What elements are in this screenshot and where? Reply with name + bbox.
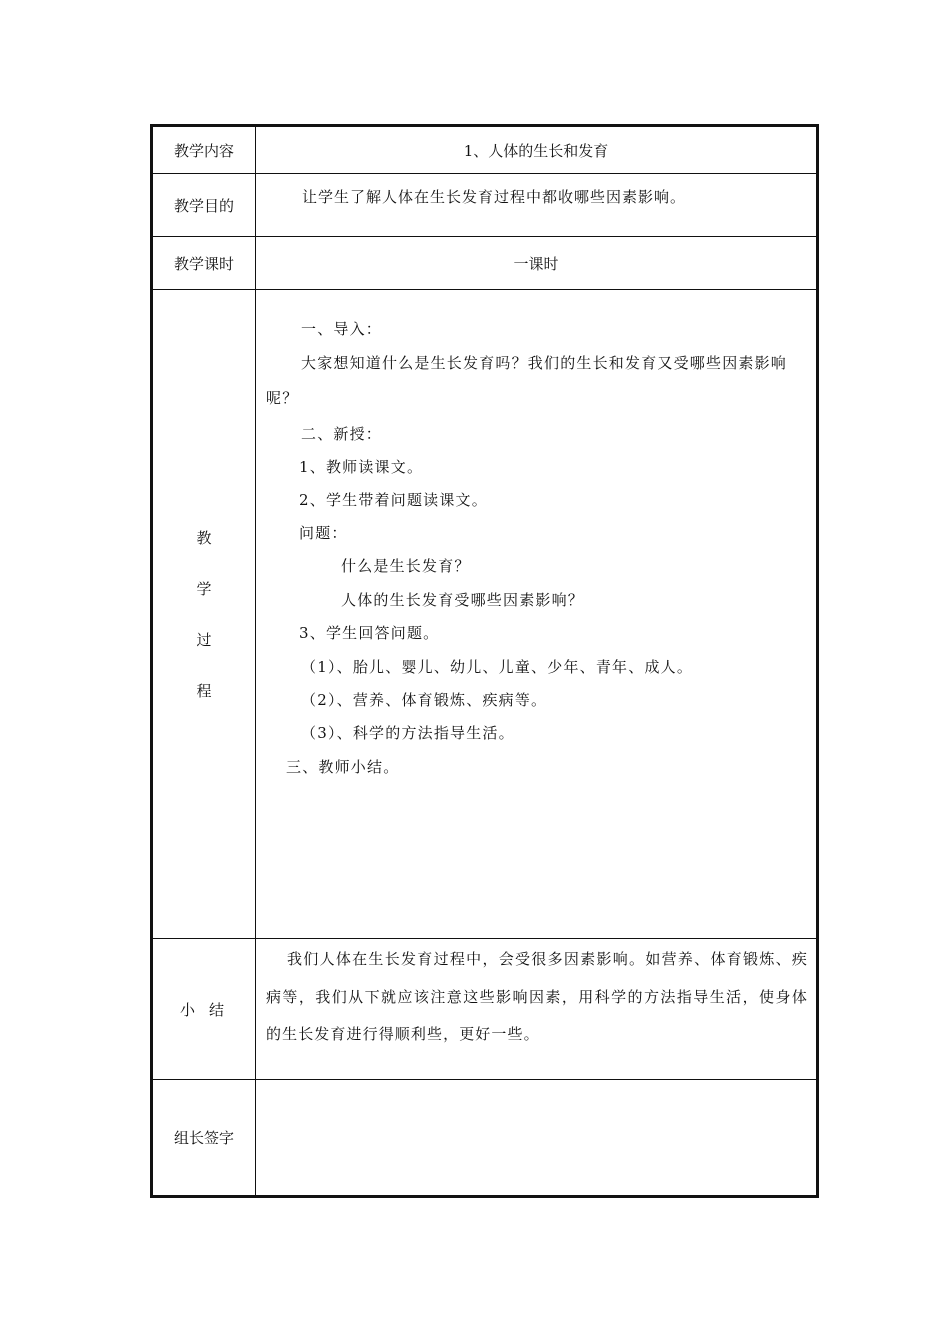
process-line: 1、教师读课文。 bbox=[299, 458, 424, 476]
summary-label-cell bbox=[152, 939, 256, 1080]
row-teaching-hours bbox=[152, 237, 818, 290]
teaching-content-label: 教学内容 bbox=[152, 126, 256, 174]
teaching-content-value: 1、人体的生长和发育 bbox=[256, 126, 818, 174]
row-leader-signature bbox=[152, 1080, 818, 1197]
process-line: 2、学生带着问题读课文。 bbox=[299, 491, 488, 509]
process-line: 呢？ bbox=[266, 389, 299, 407]
teaching-goal-value: 让学生了解人体在生长发育过程中都收哪些因素影响。 bbox=[302, 188, 687, 206]
teaching-goal-label: 教学目的 bbox=[152, 174, 256, 237]
teaching-hours-value: 一课时 bbox=[256, 237, 818, 290]
summary-cell bbox=[256, 939, 818, 1080]
row-summary bbox=[152, 939, 818, 1080]
lesson-plan-table bbox=[150, 124, 819, 1198]
process-line: 一、导入： bbox=[301, 320, 383, 338]
process-line: 二、新授： bbox=[301, 425, 383, 443]
process-line: 3、学生回答问题。 bbox=[299, 624, 440, 642]
leader-signature-field[interactable] bbox=[256, 1080, 818, 1197]
teaching-process-cell bbox=[256, 290, 818, 939]
leader-signature-label: 组长签字 bbox=[152, 1080, 256, 1197]
row-teaching-content bbox=[152, 126, 818, 174]
process-line: （2）、营养、体育锻炼、疾病等。 bbox=[301, 691, 548, 709]
teaching-goal-cell bbox=[256, 174, 818, 237]
summary-value: 我们人体在生长发育过程中，会受很多因素影响。如营养、体育锻炼、疾病等，我们从下就应该注意这些影响因素，用科学的方法指导生活，使身体的生长发育进行得顺利些，更好一些。 bbox=[266, 950, 808, 1043]
summary-label: 小结 bbox=[179, 1000, 238, 1019]
process-label-char: 程 bbox=[196, 682, 212, 700]
process-label-char: 教 bbox=[196, 529, 212, 547]
process-line: 什么是生长发育？ bbox=[341, 557, 471, 575]
row-teaching-process bbox=[152, 290, 818, 939]
row-teaching-goal bbox=[152, 174, 818, 237]
process-label-char: 过 bbox=[196, 631, 212, 649]
process-line: 三、教师小结。 bbox=[286, 758, 400, 776]
process-line: （1）、胎儿、婴儿、幼儿、儿童、少年、青年、成人。 bbox=[301, 658, 694, 676]
teaching-hours-label: 教学课时 bbox=[152, 237, 256, 290]
process-line: （3）、科学的方法指导生活。 bbox=[301, 724, 515, 742]
teaching-process-label bbox=[152, 290, 256, 939]
process-line: 人体的生长发育受哪些因素影响？ bbox=[341, 591, 585, 609]
process-line: 大家想知道什么是生长发育吗？我们的生长和发育又受哪些因素影响 bbox=[301, 354, 788, 372]
process-line: 问题： bbox=[299, 524, 348, 542]
process-label-char: 学 bbox=[196, 580, 212, 598]
